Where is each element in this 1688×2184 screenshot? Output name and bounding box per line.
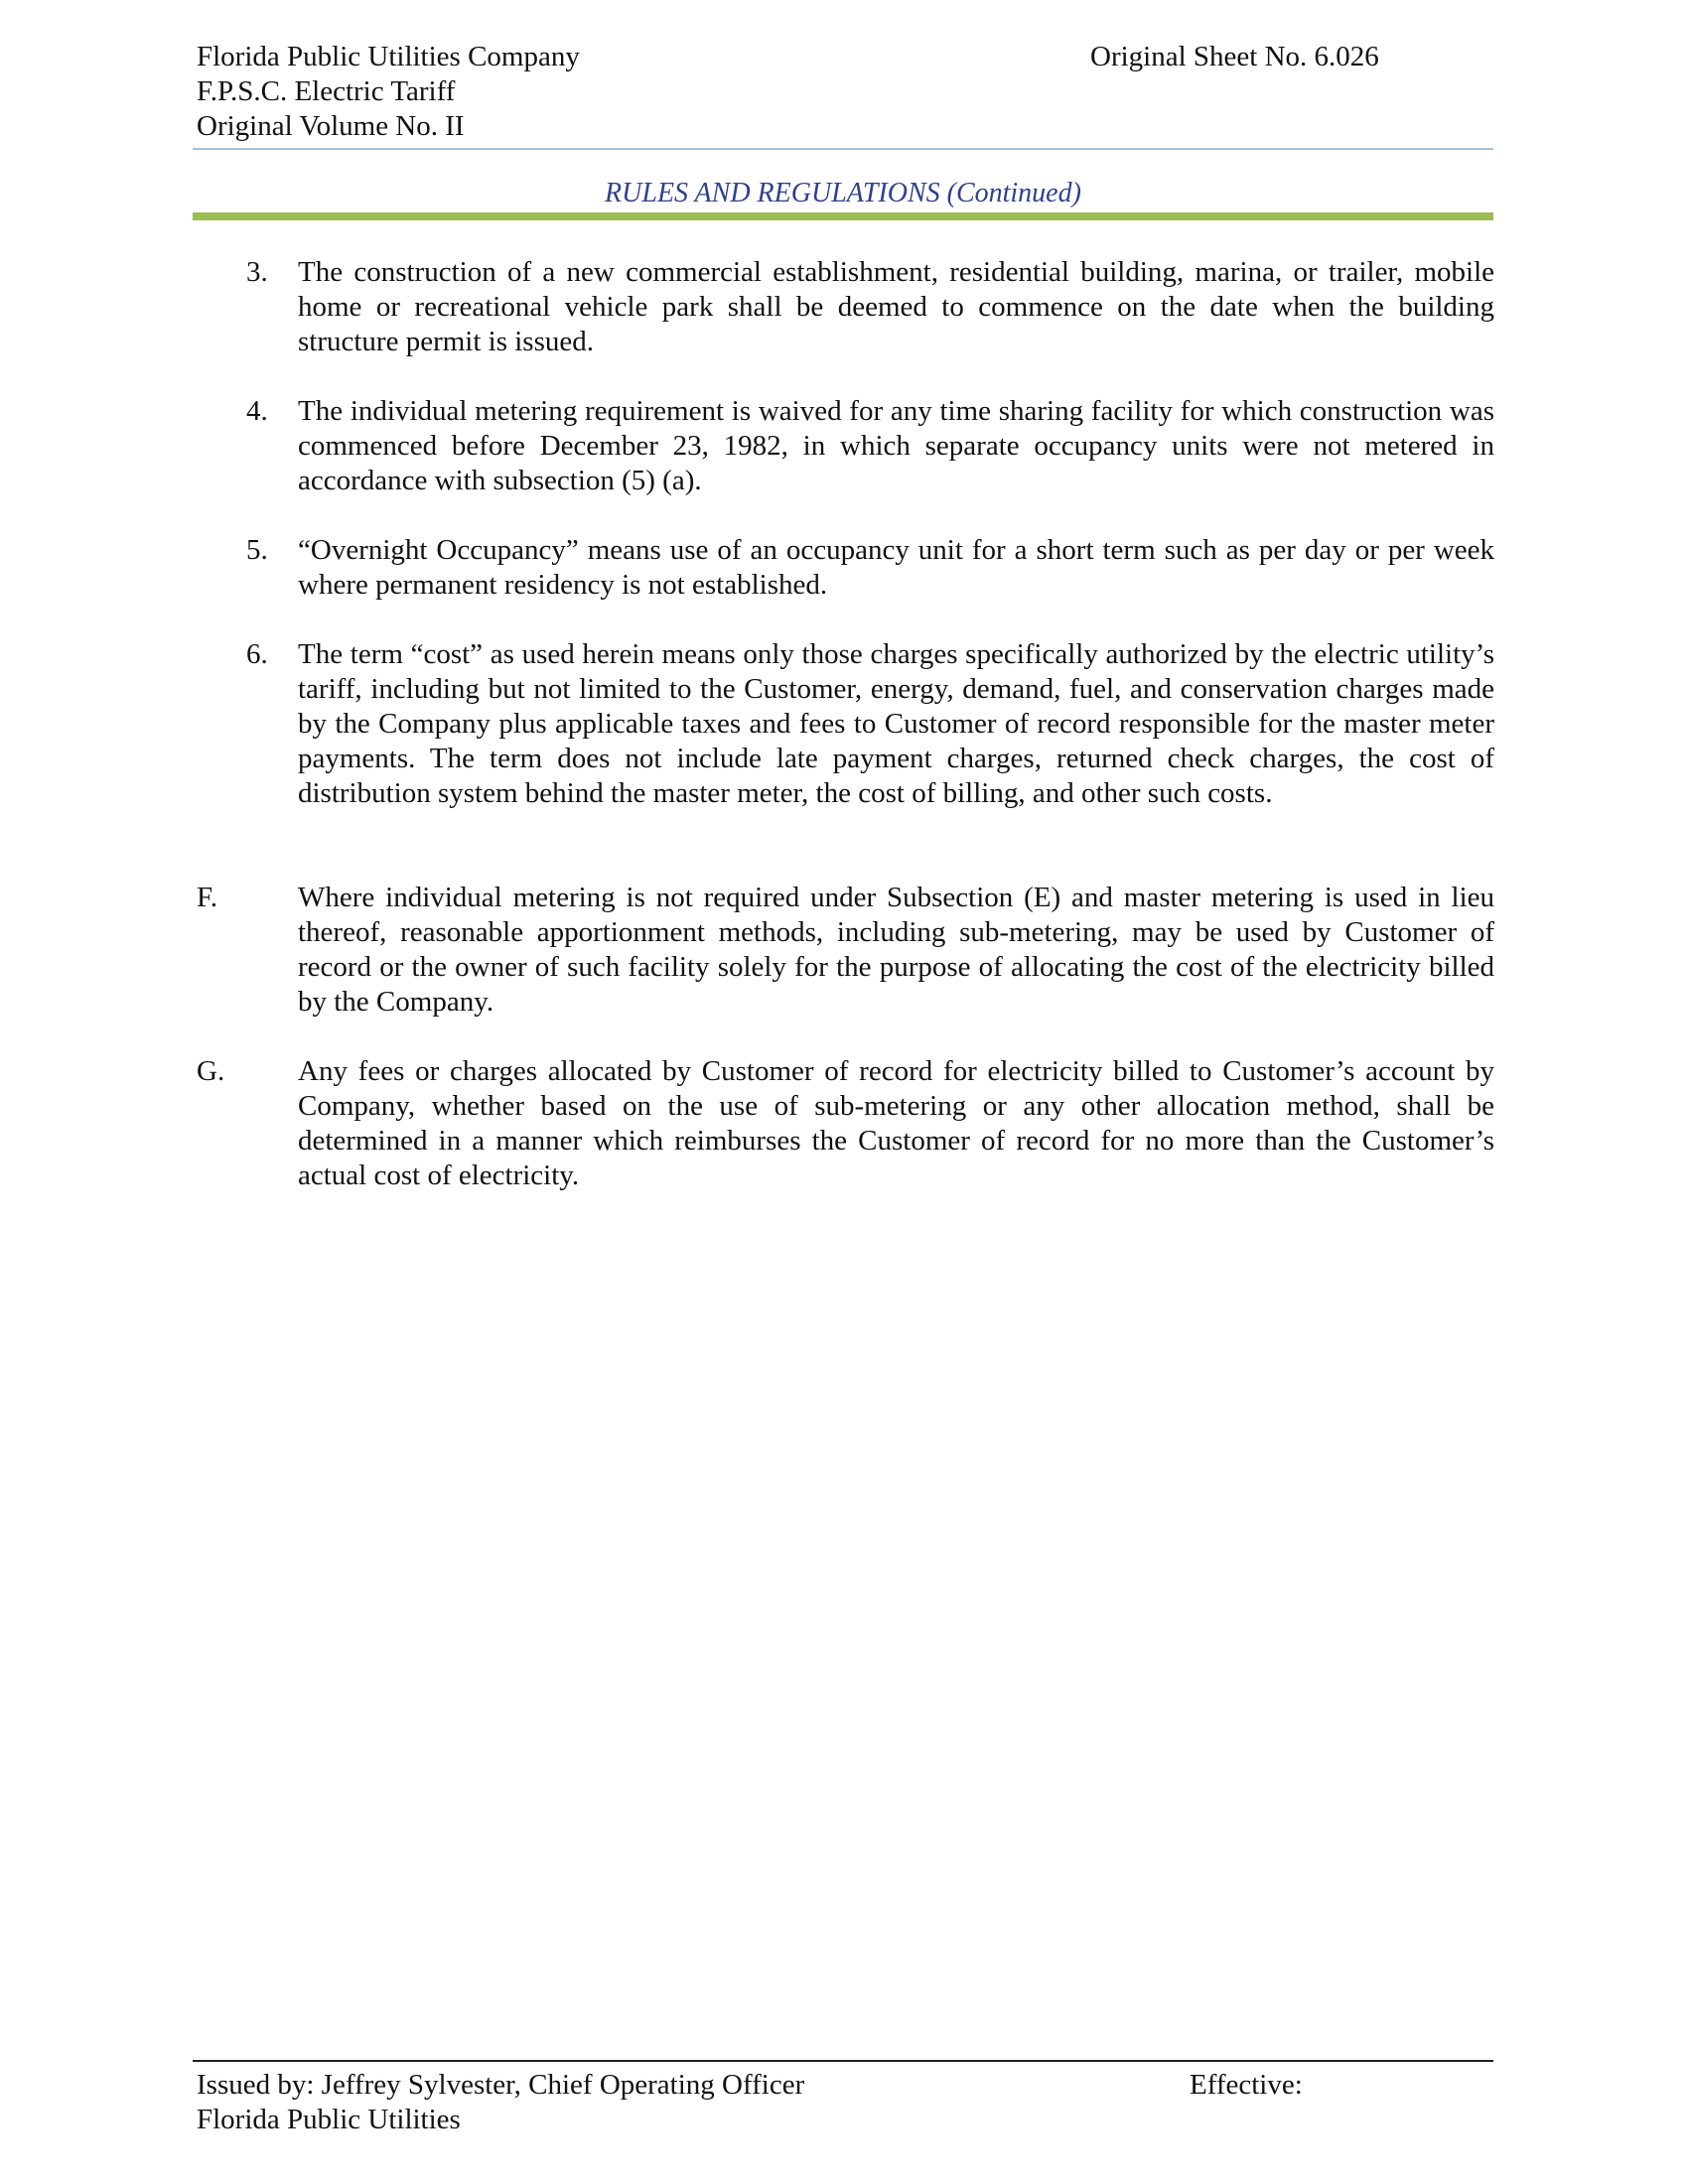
item-label: 3.	[246, 256, 268, 288]
company-name: Florida Public Utilities Company	[197, 41, 580, 72]
footer-left-block	[197, 2068, 804, 2137]
header-divider	[193, 148, 1493, 150]
footer-divider	[193, 2060, 1493, 2062]
item-label: 4.	[246, 395, 268, 427]
item-label: 5.	[246, 534, 268, 566]
section-title: RULES AND REGULATIONS (Continued)	[605, 178, 1081, 208]
effective-date: Effective:	[1190, 2069, 1303, 2101]
issued-by: Issued by: Jeffrey Sylvester, Chief Operating Officer	[197, 2069, 805, 2101]
sheet-number: Original Sheet No. 6.026	[1090, 41, 1379, 72]
item-text: Where individual metering is not required under Subsection (E) and master metering is used in lieu thereof, reasonable apportionment methods, including sub-metering, may be used by Customer of record or the owner of such facility solely for the purpose of allocating the cost of the electricity billed by the Company.	[298, 882, 1494, 1018]
item-label: G.	[197, 1055, 225, 1087]
item-text: “Overnight Occupancy” means use of an occupancy unit for a short term such as per day or per week where permanent residency is not established.	[298, 534, 1494, 601]
item-text: The construction of a new commercial establishment, residential building, marina, or trailer, mobile home or recreational vehicle park shall be deemed to commence on the date when the building structure permit is issued.	[298, 256, 1494, 357]
section-divider	[193, 212, 1493, 220]
item-text: The individual metering requirement is waived for any time sharing facility for which construction was commenced before December 23, 1982, in which separate occupancy units were not metered in accordance with subsection (5) (a).	[298, 395, 1494, 496]
item-label: 6.	[246, 638, 268, 670]
volume-name: Original Volume No. II	[197, 110, 465, 142]
header-left-block	[197, 40, 580, 144]
tariff-name: F.P.S.C. Electric Tariff	[197, 75, 456, 107]
footer-company: Florida Public Utilities	[197, 2104, 461, 2135]
item-text: Any fees or charges allocated by Customer of record for electricity billed to Customer’s account by Company, whether based on the use of sub-metering or any other allocation method, shall be determined in a manner which reimburses the Customer of record for no more than the Customer’s actual cost of electricity.	[298, 1055, 1494, 1191]
item-text: The term “cost” as used herein means only those charges specifically authorized by the electric utility’s tariff, including but not limited to the Customer, energy, demand, fuel, and conservation charges made by the Company plus applicable taxes and fees to Customer of record responsible for the master meter payments. The term does not include late payment charges, returned check charges, the cost of distribution system behind the master meter, the cost of billing, and other such costs.	[298, 638, 1494, 809]
item-label: F.	[197, 882, 218, 913]
